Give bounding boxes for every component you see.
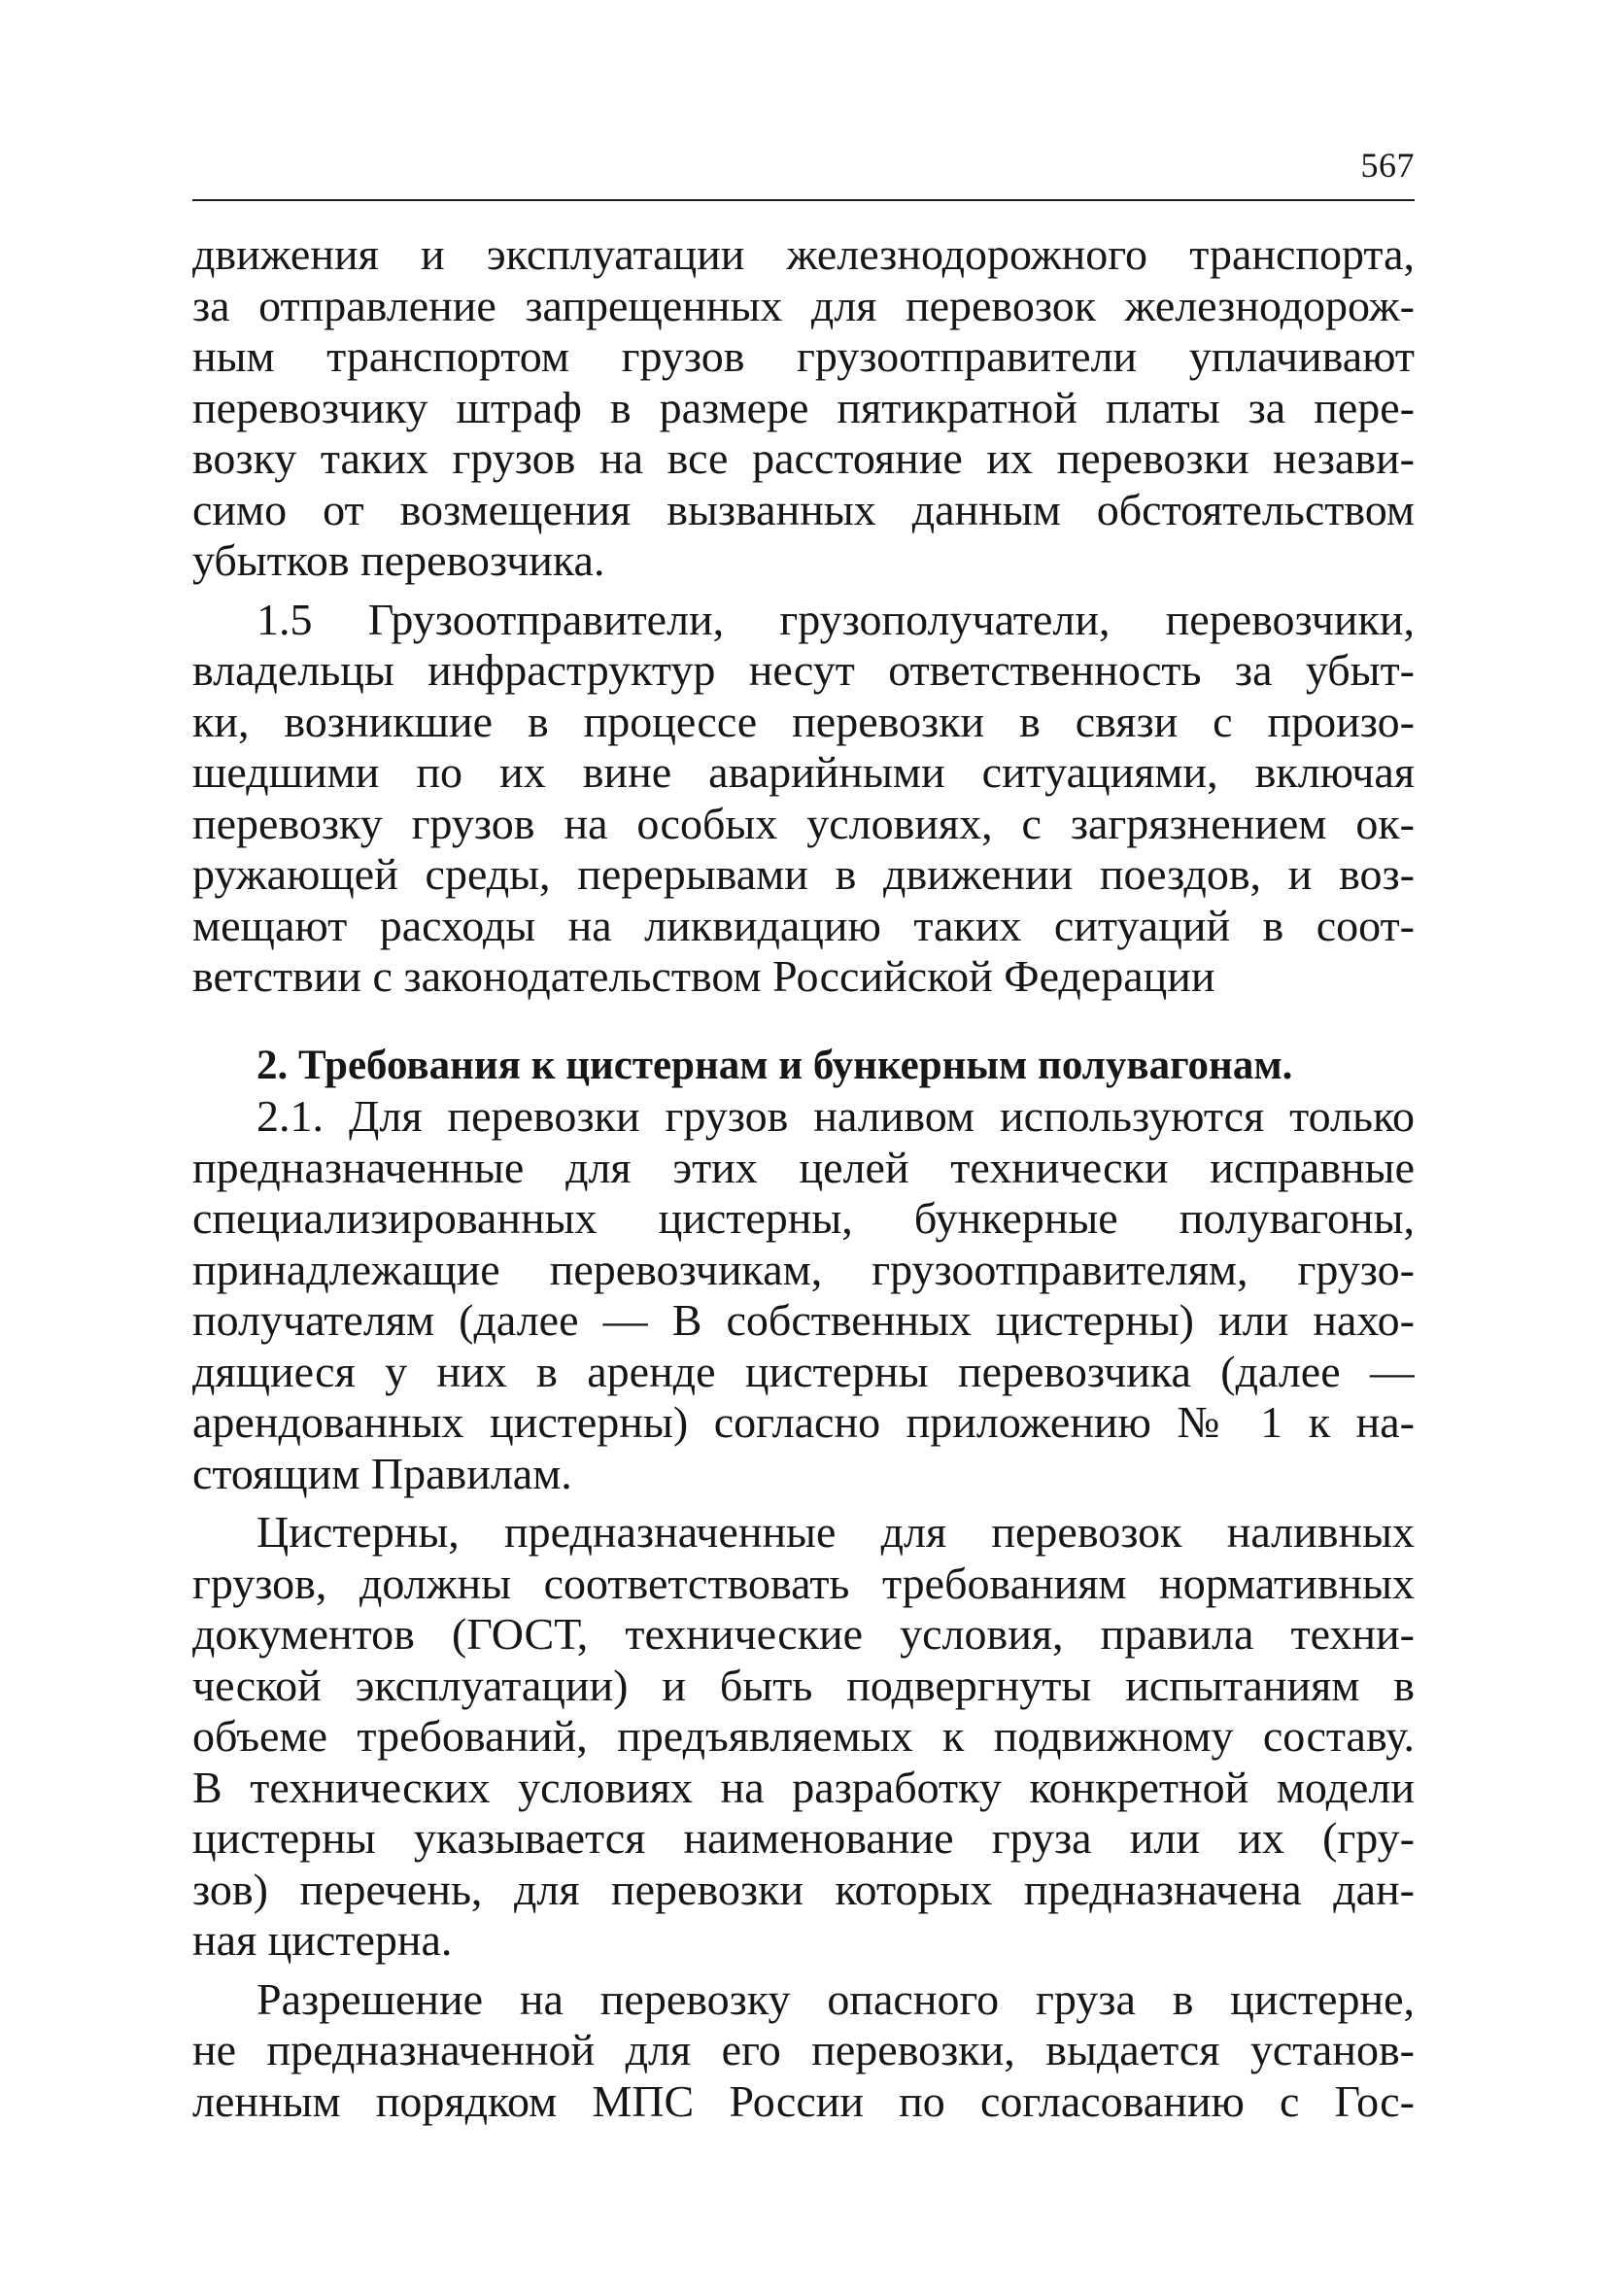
text-line: 1.5 Грузоотправители, грузополучатели, перевозчики, [256, 594, 1415, 644]
text-line: симо от возмещения вызванных данным обстоятельством [192, 484, 1415, 534]
paragraph-1-5 [192, 595, 1415, 1003]
text-line: зов) перечень, для перевозки которых предназначена дан- [192, 1864, 1415, 1914]
text-line: арендованных цистерны) согласно приложению № 1 к на- [192, 1397, 1415, 1447]
text-line: грузов, должны соответствовать требованиям нормативных [192, 1558, 1415, 1608]
text-line: ная цистерна. [192, 1915, 453, 1965]
page-body [192, 229, 1415, 2127]
text-line: ческой эксплуатации) и быть подвергнуты испытаниям в [192, 1660, 1415, 1710]
text-line: цистерны указывается наименование груза или их (гру- [192, 1813, 1415, 1863]
text-line: документов (ГОСТ, технические условия, правила техни- [192, 1609, 1415, 1659]
text-line: возку таких грузов на все расстояние их перевозки незави- [192, 433, 1415, 483]
text-line: шедшими по их вине аварийными ситуациями, включая [192, 747, 1415, 797]
text-line: ленным порядком МПС России по согласованию с Гос- [192, 2075, 1415, 2126]
page-number: 567 [1360, 146, 1415, 185]
text-line: не предназначенной для его перевозки, выдается установ- [192, 2025, 1415, 2074]
header-rule [192, 199, 1415, 201]
text-line: движения и эксплуатации железнодорожного транспорта, [192, 229, 1415, 279]
text-line: В технических условиях на разработку конкретной модели [192, 1762, 1415, 1812]
paragraph-2-1 [192, 1091, 1415, 1499]
text-line: ружающей среды, перерывами в движении поездов, и воз- [192, 849, 1415, 899]
text-line: владельцы инфраструктур несут ответственность за убыт- [192, 645, 1415, 695]
text-line: ветствии с законодательством Российской Федерации [192, 951, 1215, 1001]
text-line: объеме требований, предъявляемых к подвижному составу. [192, 1711, 1415, 1761]
text-line: ным транспортом грузов грузоотправители уплачивают [192, 331, 1415, 381]
text-line: дящиеся у них в аренде цистерны перевозчика (далее — [192, 1346, 1415, 1396]
text-line: 2.1. Для перевозки грузов наливом используются только [256, 1091, 1415, 1141]
paragraph-1 [192, 229, 1415, 587]
text-line: ки, возникшие в процессе перевозки в связи с произо- [192, 696, 1415, 746]
paragraph-tanks [192, 1507, 1415, 1967]
text-line: принадлежащие перевозчикам, грузоотправителям, грузо- [192, 1244, 1415, 1294]
text-line: мещают расходы на ликвидацию таких ситуаций в соот- [192, 900, 1415, 950]
paragraph-permission [192, 1974, 1415, 2128]
text-line: Разрешение на перевозку опасного груза в цистерне, [256, 1973, 1415, 2024]
section-heading: 2. Требования к цистернам и бункерным полувагонам. [256, 1042, 1293, 1088]
text-line: предназначенные для этих целей технически исправные [192, 1142, 1415, 1192]
text-line: убытков перевозчика. [192, 535, 605, 585]
text-line: получателям (далее — В собственных цистерны) или нахо- [192, 1295, 1415, 1345]
text-line: перевозчику штраф в размере пятикратной платы за пере- [192, 382, 1415, 432]
text-line: перевозку грузов на особых условиях, с загрязнением ок- [192, 798, 1415, 848]
page-header [192, 146, 1415, 204]
text-line: Цистерны, предназначенные для перевозок наливных [256, 1507, 1415, 1557]
text-line: стоящим Правилам. [192, 1448, 572, 1498]
text-line: специализированных цистерны, бункерные полувагоны, [192, 1193, 1415, 1243]
text-line: за отправление запрещенных для перевозок железнодорож- [192, 280, 1415, 330]
